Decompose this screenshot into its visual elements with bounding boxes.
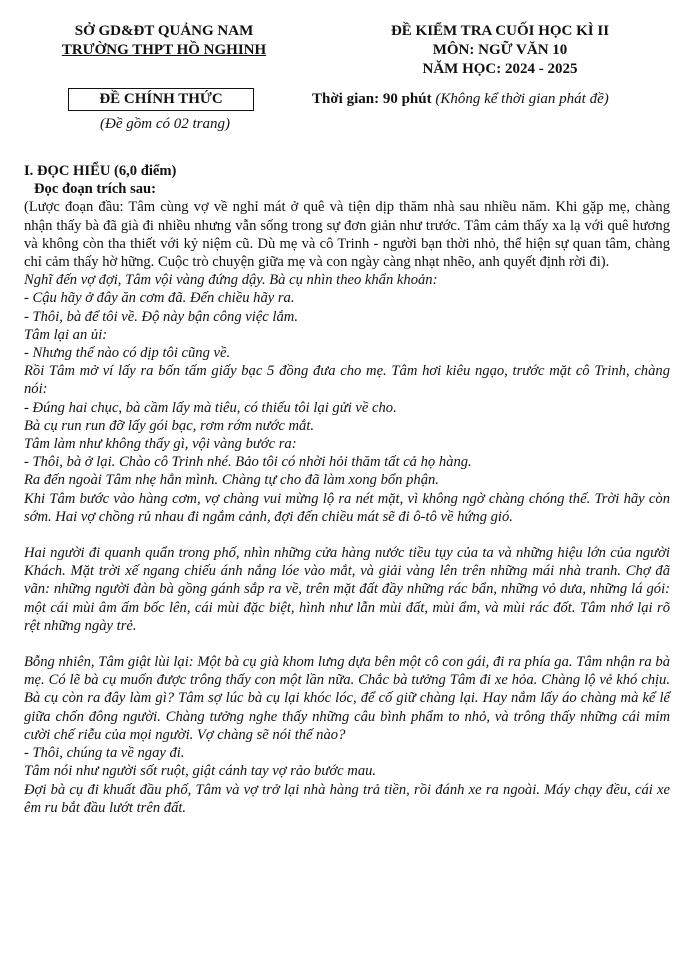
- time-allowed: [312, 90, 682, 109]
- department-name: SỞ GD&ĐT QUẢNG NAM: [74, 23, 254, 39]
- passage-line: Đợi bà cụ đi khuất đầu phố, Tâm và vợ trở lại nhà hàng trả tiền, rồi đánh xe ra ngoài. Máy chạy đều, cái xe êm ru bắt đầu lướt trên đất.: [24, 781, 670, 816]
- reading-section: [24, 162, 670, 817]
- exam-title: ĐỀ KIỂM TRA CUỐI HỌC KÌ II: [390, 23, 610, 39]
- passage-line: - Cậu hãy ở đây ăn cơm đã. Đến chiều hãy ra.: [24, 290, 295, 307]
- passage-line: - Thôi, chúng ta về ngay đi.: [24, 745, 185, 762]
- passage-line: Bà cụ run run đỡ lấy gói bạc, rơm rớm nước mắt.: [24, 417, 315, 434]
- official-exam-box: ĐỀ CHÍNH THỨC: [68, 88, 254, 111]
- passage-line: Tâm lại an ủi:: [24, 326, 108, 343]
- subject-line: MÔN: NGỮ VĂN 10: [432, 42, 568, 58]
- passage-line: Ra đến ngoài Tâm nhẹ hẳn mình. Chàng tự cho đã làm xong bổn phận.: [24, 472, 439, 489]
- passage-line: - Thôi, bà để tôi về. Độ này bận công việc lắm.: [24, 308, 298, 325]
- exam-header: [330, 22, 670, 79]
- section-title: I. ĐỌC HIỂU (6,0 điểm): [24, 163, 177, 179]
- time-note: (Không kể thời gian phát đề): [435, 91, 609, 107]
- passage-line: Tâm nói như người sốt ruột, giật cánh tay vợ rảo bước mau.: [24, 763, 377, 780]
- passage-line: Tâm làm như không thấy gì, vội vàng bước ra:: [24, 436, 297, 453]
- section-instruction: Đọc đoạn trích sau:: [34, 181, 157, 198]
- passage-summary: (Lược đoạn đầu: Tâm cùng vợ về nghỉ mát ở quê và tiện dịp thăm nhà sau nhiều năm. Khi gặp mẹ, chàng nhận thấy bà đã già đi nhiều nhưng vẫn sống trong sự đơn giản như trước. Tâm cảm thấy xa lạ với quê hương và không còn tha thiết với kỷ niệm cũ. Dù mẹ và cô Trinh - người bạn thời nhỏ, thể hiện sự quan tâm, chàng chỉ cảm thấy hờ hững. Cuộc trò chuyện giữa mẹ và con ngày càng nhạt nhẽo, anh quyết định rời đi).: [24, 199, 670, 271]
- passage-line: - Đúng hai chục, bà cầm lấy mà tiêu, có thiếu tôi lại gửi về cho.: [24, 399, 397, 416]
- passage-line: - Thôi, bà ở lại. Chào cô Trinh nhé. Bảo tôi có nhời hỏi thăm tất cả họ hàng.: [24, 454, 472, 471]
- school-header: [30, 22, 298, 60]
- school-year-line: NĂM HỌC: 2024 - 2025: [422, 61, 578, 77]
- passage-line: - Nhưng thế nào có dịp tôi cũng về.: [24, 345, 231, 362]
- school-name: TRƯỜNG THPT HỒ NGHINH: [61, 42, 267, 58]
- page-count-note: (Đề gồm có 02 trang): [100, 116, 230, 132]
- time-label: Thời gian: 90 phút: [312, 91, 432, 107]
- passage-line: Rồi Tâm mở ví lấy ra bốn tấm giấy bạc 5 đồng đưa cho mẹ. Tâm hơi kiêu ngạo, trước mặt cô Trinh, chàng nói:: [24, 363, 670, 398]
- passage-paragraph: Hai người đi quanh quẩn trong phố, nhìn những cửa hàng nước tiều tụy của ta và những hiệu lớn của người Khách. Mặt trời xế ngang chiếu ánh nắng lóe vào mắt, và giải vàng lên trên những mái nhà tranh. Chợ đã vãn: những người đàn bà gồng gánh sắp ra về, trên mặt đất đầy những rác bẩn, những vỏ dưa, những lá gói: một cái mùi âm ấm bốc lên, cái mùi đặc biệt, hình như lẫn mùi đất, mùi ẩm, và mùi rác đốt. Tâm nhớ lại rõ rệt những ngày trẻ.: [24, 545, 670, 634]
- passage-line: Khi Tâm bước vào hàng cơm, vợ chàng vui mừng lộ ra nét mặt, vì không ngờ chàng chóng thế. Trời hãy còn sớm. Hai vợ chồng rủ nhau đi ngắm cảnh, đợi đến chiều mát sẽ đi ô-tô về hứng gió.: [24, 490, 670, 525]
- passage-paragraph: Bỗng nhiên, Tâm giật lùi lại: Một bà cụ già khom lưng dựa bên một cô con gái, đi ra phía ga. Tâm nhận ra bà mẹ. Có lẽ bà cụ muốn được trông thấy con một lần nữa. Chắc bà tưởng Tâm đi xe hỏa. Chàng lộ vẻ khó chịu. Bà cụ còn ra đây làm gì? Tâm sợ lúc bà cụ lại khóc lóc, để cố giữ chàng lại. Hay nắm lấy áo chàng mà kể lể giữa chốn đông người. Chàng tưởng nghe thấy những câu bình phẩm to nhỏ, và trông thấy những cái mỉm cười chế riễu của mọi người. Vợ chàng sẽ nói thế nào?: [24, 654, 670, 743]
- passage-line: Nghĩ đến vợ đợi, Tâm vội vàng đứng dậy. Bà cụ nhìn theo khẩn khoản:: [24, 272, 438, 289]
